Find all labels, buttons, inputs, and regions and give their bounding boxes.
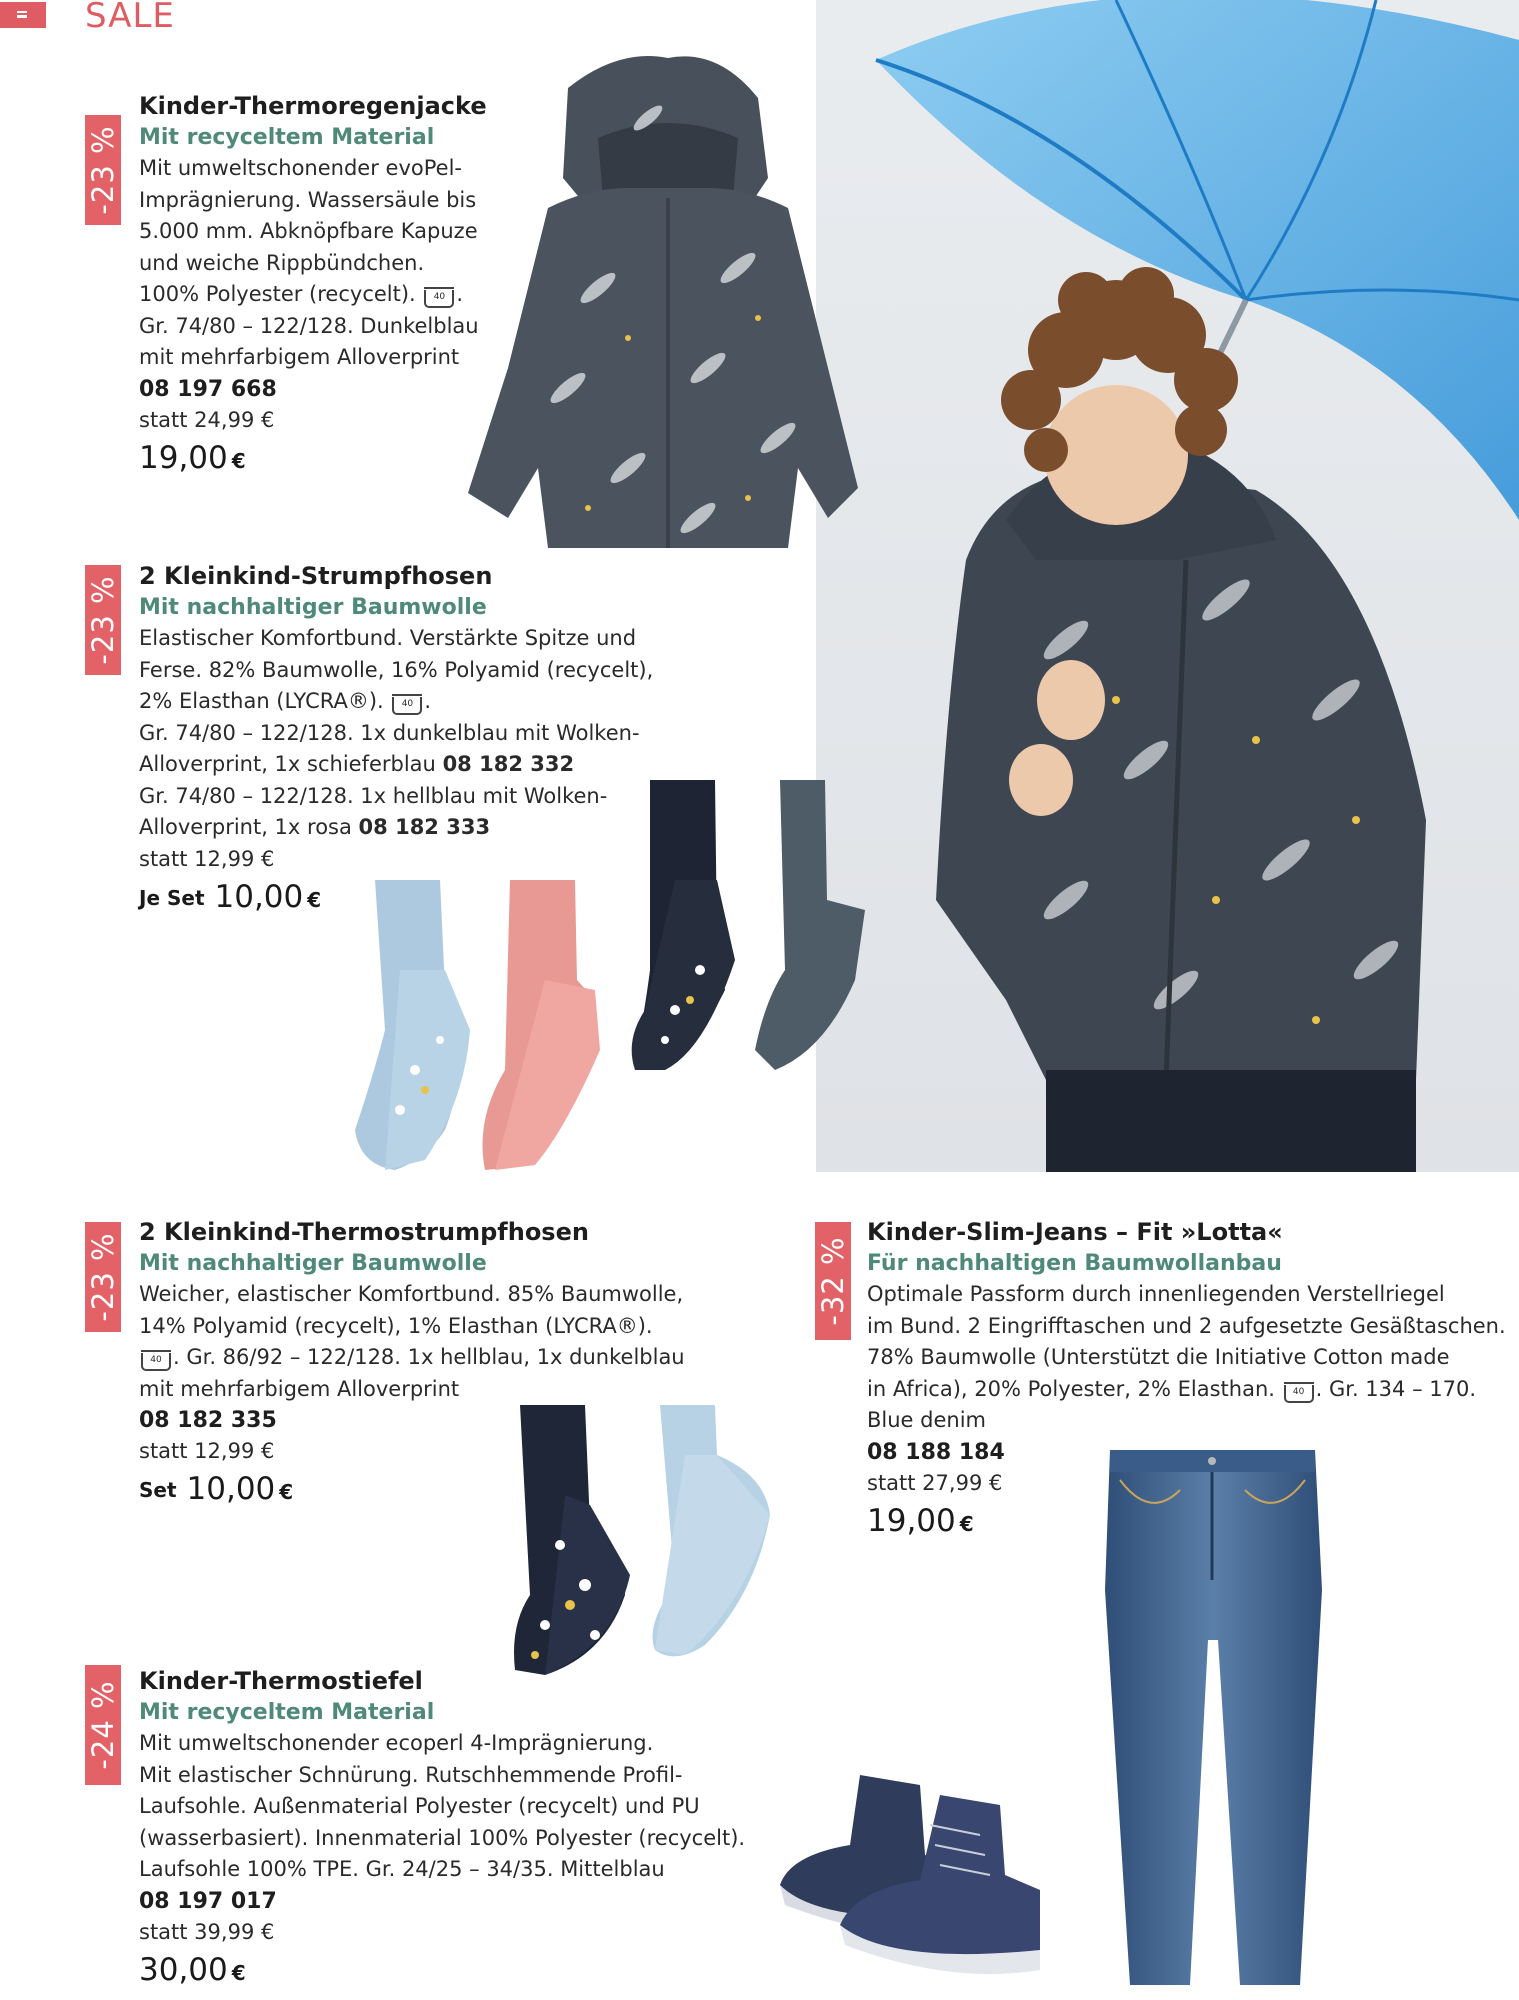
product-boots [139, 1665, 779, 1995]
product-subtitle: Mit nachhaltiger Baumwolle [139, 1251, 487, 1276]
wash-40-icon: 40 [392, 697, 422, 715]
product-title: Kinder-Thermoregenjacke [139, 92, 487, 120]
product-subtitle: Mit nachhaltiger Baumwolle [139, 595, 487, 620]
jeans-image [1100, 1440, 1330, 1985]
wash-40-icon: 40 [1284, 1385, 1314, 1403]
boots-image [760, 1765, 1050, 1990]
product-title: Kinder-Thermostiefel [139, 1667, 423, 1695]
old-price: statt 12,99 € [139, 846, 275, 871]
wash-40-icon: 40 [424, 290, 454, 308]
product-title: 2 Kleinkind-Thermostrumpfhosen [139, 1218, 589, 1246]
discount-badge: -23 % [85, 1222, 121, 1332]
old-price: statt 12,99 € [139, 1439, 275, 1463]
discount-badge: -24 % [85, 1665, 121, 1785]
old-price: statt 39,99 € [139, 1919, 275, 1944]
product-title: Kinder-Slim-Jeans – Fit »Lotta« [867, 1218, 1283, 1246]
price: Set 10,00 € [139, 1471, 294, 1507]
page-title: SALE [85, 0, 175, 36]
article-number: 08 182 332 [442, 752, 575, 776]
discount-badge: -32 % [815, 1222, 851, 1340]
product-description: Elastischer Komfortbund. Verstärkte Spitze und Ferse. 82% Baumwolle, 16% Polyamid (recycelt), 2% Elasthan (LYCRA®). 40 . Gr. 74/80 – 122/128. 1x dunkelblau mit Wolken- Alloverprint, 1x schieferblau 08 182 332 Gr. 74/80 – 122/128. 1x hellblau mit Wolken- Alloverprint, 1x rosa 08 182 333 [139, 626, 654, 839]
hero-photo [816, 0, 1519, 1172]
old-price: statt 24,99 € [139, 407, 275, 432]
article-number: 08 197 668 [139, 376, 277, 402]
discount-badge: -23 % [85, 115, 121, 225]
article-number: 08 182 333 [358, 815, 491, 839]
product-subtitle: Mit recyceltem Material [139, 1700, 435, 1725]
article-number: 08 182 335 [139, 1408, 277, 1433]
discount-badge: -23 % [85, 565, 121, 675]
product-description: Weicher, elastischer Komfortbund. 85% Baumwolle, 14% Polyamid (recycelt), 1% Elasthan (LYCRA®). 40 . Gr. 86/92 – 122/128. 1x hellblau, 1x dunkelblau mit mehrfarbigem Alloverprint [139, 1282, 685, 1401]
article-number: 08 197 017 [139, 1888, 277, 1914]
menu-button[interactable] [0, 2, 46, 28]
rain-jacket-image [448, 48, 888, 568]
product-description: Optimale Passform durch innenliegenden Verstellriegel im Bund. 2 Eingrifftaschen und 2 aufgesetzte Gesäßtaschen. 78% Baumwolle (Unterstützt die Initiative Cotton made in Africa), 20% Polyester, 2% Elasthan. 40 . Gr. 134 – 170. Blue denim [867, 1282, 1506, 1432]
product-subtitle: Mit recyceltem Material [139, 125, 435, 150]
price: 19,00 € [867, 1502, 974, 1539]
thermo-tights-image [505, 1395, 785, 1680]
price: Je Set 10,00 € [139, 878, 322, 915]
product-title: 2 Kleinkind-Strumpfhosen [139, 562, 493, 590]
wash-40-icon: 40 [141, 1353, 171, 1371]
article-number: 08 188 184 [867, 1439, 1005, 1465]
product-description: Mit umweltschonender evoPel- Imprägnierung. Wassersäule bis 5.000 mm. Abknöpfbare Kapuze und weiche Rippbündchen. 100% Polyester (recycelt). 40 . Gr. 74/80 – 122/128. Dunkelblau mit mehrfarbigem Alloverprint [139, 156, 479, 369]
old-price: statt 27,99 € [867, 1470, 1003, 1495]
product-subtitle: Für nachhaltigen Baumwollanbau [867, 1251, 1282, 1276]
hamburger-icon [17, 11, 27, 18]
price: 30,00 € [139, 1951, 246, 1988]
price: 19,00 € [139, 439, 246, 476]
tights-image [345, 770, 875, 1180]
product-description: Mit umweltschonender ecoperl 4-Imprägnierung. Mit elastischer Schnürung. Rutschhemmende Profil- Laufsohle. Außenmaterial Polyester (recycelt) und PU (wasserbasiert). Innenmaterial 100% Polyester (recycelt). Laufsohle 100% TPE. Gr. 24/25 – 34/35. Mittelblau [139, 1731, 746, 1881]
